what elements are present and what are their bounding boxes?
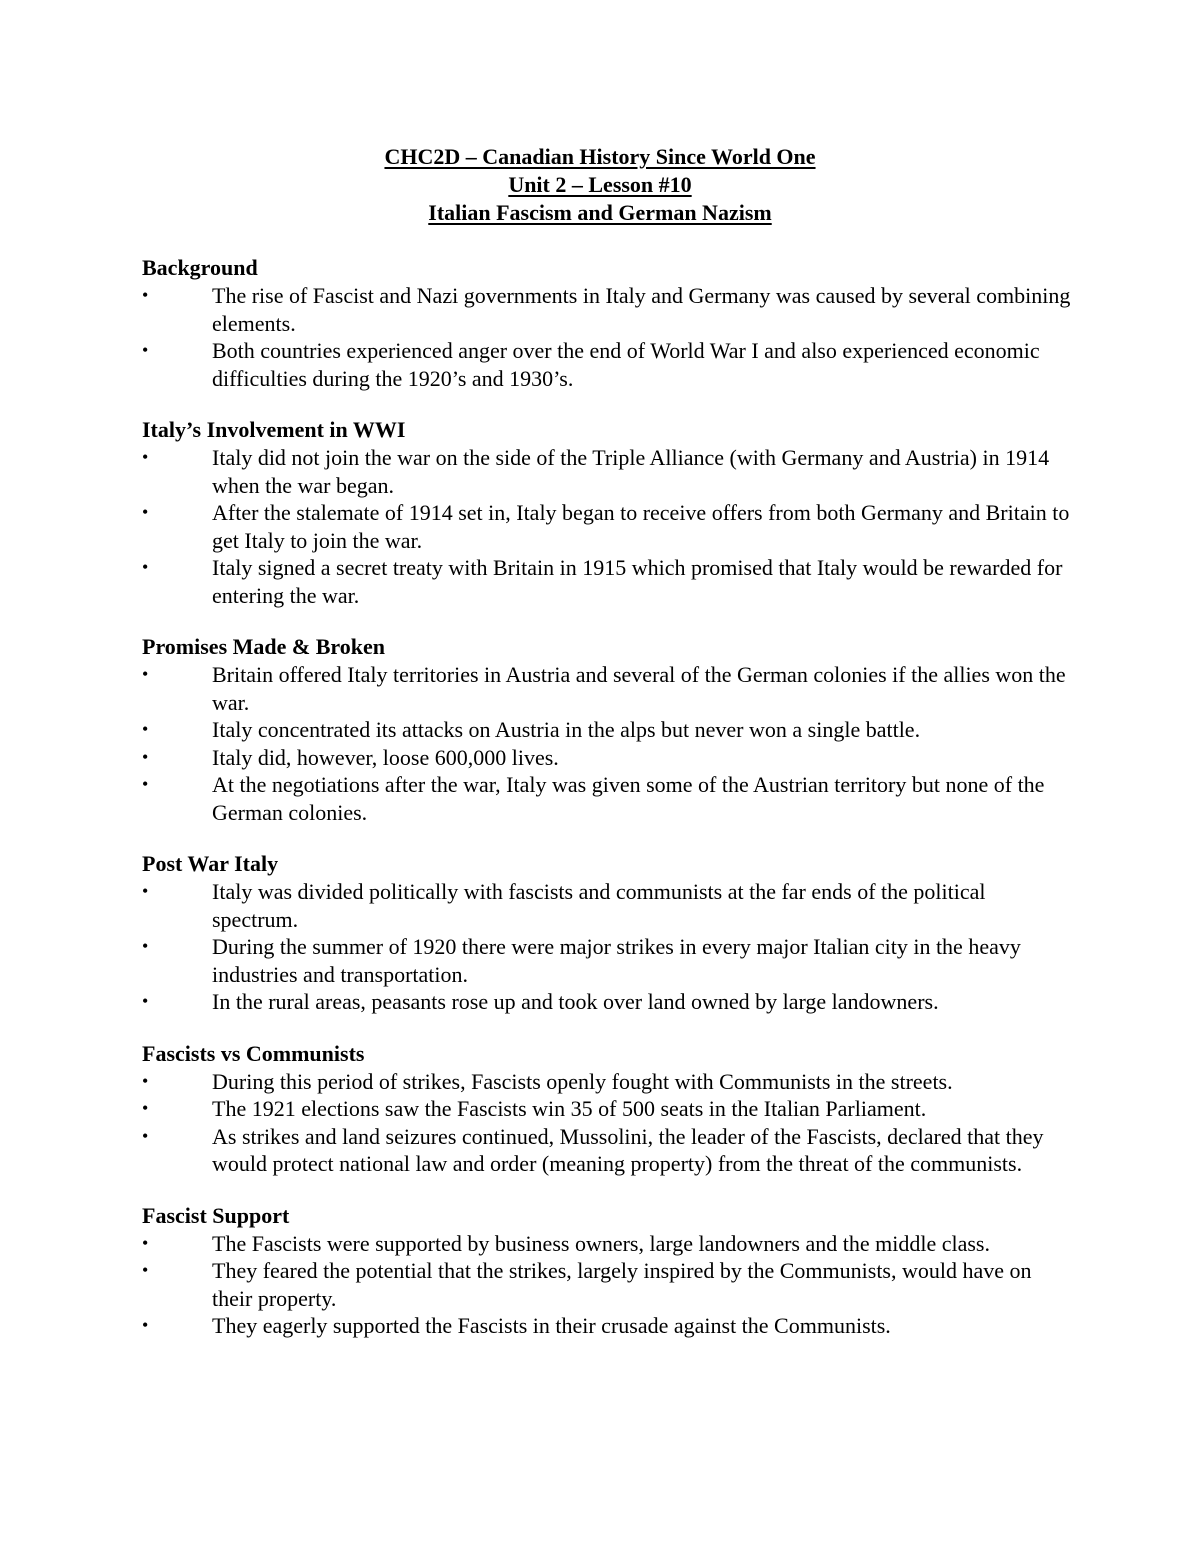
bullet-icon: • <box>142 746 149 767</box>
bullet-icon: • <box>142 1070 149 1091</box>
bullet-icon: • <box>142 1315 149 1335</box>
bullet-item <box>142 1312 1072 1340</box>
section-heading: Italy’s Involvement in WWI <box>142 417 406 442</box>
bullet-item <box>142 499 1072 554</box>
bullet-text: During this period of strikes, Fascists openly fought with Communists in the streets. <box>212 1068 953 1094</box>
bullet-text: The 1921 elections saw the Fascists win 35 of 500 seats in the Italian Parliament. <box>212 1096 927 1121</box>
bullet-text: Both countries experienced anger over the end of World War I and also experienced economic difficulties during the 1920’s and 1930’s. <box>212 338 1040 391</box>
bullet-text: Italy did not join the war on the side of the Triple Alliance (with Germany and Austria) in 1914 when the war began. <box>212 445 1050 498</box>
bullet-item <box>142 282 1072 337</box>
section <box>142 633 1072 826</box>
bullet-text: After the stalemate of 1914 set in, Italy began to receive offers from both Germany and Britain to get Italy to join the war. <box>212 500 1070 553</box>
bullet-text: Italy did, however, loose 600,000 lives. <box>212 744 559 770</box>
bullet-item <box>142 1230 1072 1258</box>
bullet-icon: • <box>142 1125 149 1146</box>
bullet-icon: • <box>142 285 149 305</box>
section <box>142 1040 1072 1178</box>
bullet-text: They eagerly supported the Fascists in their crusade against the Communists. <box>212 1313 891 1338</box>
bullet-item <box>142 744 1072 772</box>
bullet-list <box>142 1230 1072 1340</box>
bullet-icon: • <box>142 1260 149 1280</box>
bullet-item <box>142 444 1072 499</box>
bullet-icon: • <box>142 991 149 1011</box>
bullet-item <box>142 933 1072 988</box>
section <box>142 850 1072 1016</box>
bullet-icon: • <box>142 936 149 956</box>
bullet-list <box>142 282 1072 392</box>
bullet-item <box>142 661 1072 716</box>
bullet-list <box>142 661 1072 826</box>
bullet-icon: • <box>142 447 149 467</box>
bullet-text: During the summer of 1920 there were major strikes in every major Italian city in the heavy industries and transportation. <box>212 934 1021 987</box>
bullet-text: In the rural areas, peasants rose up and took over land owned by large landowners. <box>212 989 939 1014</box>
bullet-item <box>142 554 1072 609</box>
bullet-list <box>142 1068 1072 1178</box>
bullet-text: At the negotiations after the war, Italy was given some of the Austrian territory but none of the German colonies. <box>212 772 1045 825</box>
document-body <box>142 254 1072 1364</box>
lesson-title: Unit 2 – Lesson #10 <box>508 172 692 197</box>
bullet-list <box>142 878 1072 1016</box>
bullet-item <box>142 1123 1072 1178</box>
section <box>142 416 1072 609</box>
bullet-icon: • <box>142 340 149 360</box>
bullet-item <box>142 878 1072 933</box>
bullet-text: Britain offered Italy territories in Austria and several of the German colonies if the allies won the war. <box>212 662 1066 715</box>
bullet-text: The rise of Fascist and Nazi governments in Italy and Germany was caused by several combining elements. <box>212 283 1071 336</box>
section <box>142 1202 1072 1340</box>
course-title: CHC2D – Canadian History Since World One <box>384 144 816 169</box>
bullet-item <box>142 988 1072 1016</box>
bullet-text: As strikes and land seizures continued, Mussolini, the leader of the Fascists, declared that they would protect national law and order (meaning property) from the threat of the communists. <box>212 1123 1044 1176</box>
bullet-text: They feared the potential that the strikes, largely inspired by the Communists, would have on their property. <box>212 1258 1032 1311</box>
section-heading: Background <box>142 255 258 280</box>
bullet-text: Italy was divided politically with fascists and communists at the far ends of the political spectrum. <box>212 879 986 932</box>
section-heading: Promises Made & Broken <box>142 634 385 659</box>
bullet-item <box>142 337 1072 392</box>
bullet-item <box>142 1068 1072 1096</box>
bullet-icon: • <box>142 719 149 739</box>
bullet-icon: • <box>142 664 149 684</box>
bullet-icon: • <box>142 881 149 901</box>
bullet-item <box>142 771 1072 826</box>
bullet-icon: • <box>142 557 149 577</box>
bullet-item <box>142 1095 1072 1123</box>
section-heading: Post War Italy <box>142 851 279 876</box>
document-title-block <box>0 143 1200 227</box>
bullet-icon: • <box>142 502 149 522</box>
section <box>142 254 1072 392</box>
bullet-list <box>142 444 1072 609</box>
bullet-text: Italy concentrated its attacks on Austria in the alps but never won a single battle. <box>212 717 921 742</box>
bullet-text: The Fascists were supported by business owners, large landowners and the middle class. <box>212 1230 990 1256</box>
topic-title: Italian Fascism and German Nazism <box>428 200 772 225</box>
bullet-icon: • <box>142 1232 149 1253</box>
section-heading: Fascists vs Communists <box>142 1040 365 1066</box>
bullet-icon: • <box>142 774 149 794</box>
section-heading: Fascist Support <box>142 1202 290 1228</box>
bullet-icon: • <box>142 1098 149 1118</box>
bullet-item <box>142 1257 1072 1312</box>
bullet-text: Italy signed a secret treaty with Britain in 1915 which promised that Italy would be rewarded for entering the war. <box>212 555 1063 608</box>
bullet-item <box>142 716 1072 744</box>
